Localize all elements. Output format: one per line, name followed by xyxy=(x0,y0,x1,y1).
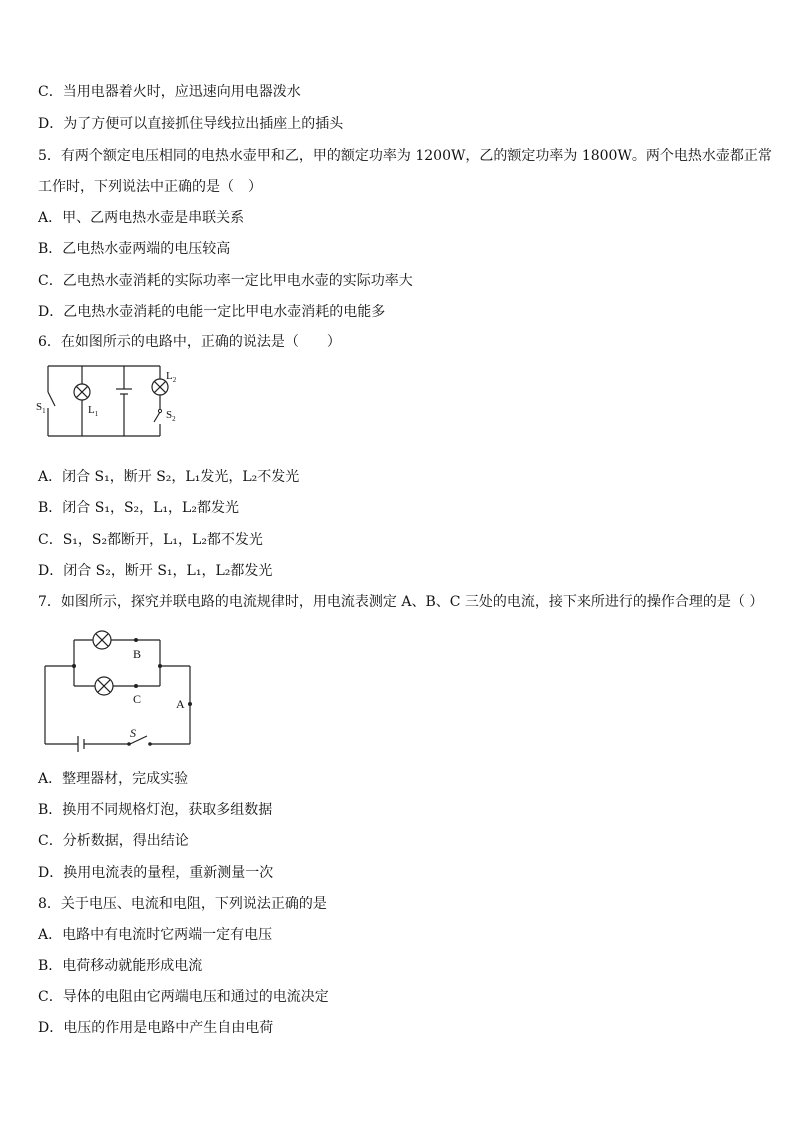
q5-option-b: B．乙电热水壶两端的电压较高 xyxy=(38,241,231,257)
q6-label-l1: L xyxy=(88,404,95,416)
q7-label-s: S xyxy=(130,726,136,740)
q6-label-s1-sub: 1 xyxy=(42,407,46,415)
q5-option-d: D．乙电热水壶消耗的电能一定比甲电水壶消耗的电能多 xyxy=(38,304,386,320)
q6-circuit-diagram xyxy=(36,362,186,444)
q7-label-b: B xyxy=(133,647,142,661)
q7-stem: 7．如图所示，探究并联电路的电流规律时，用电流表测定 A、B、C 三处的电流，接下来所进行的操作合理的是（ ） xyxy=(38,594,764,610)
q6-label-s2-sub: 2 xyxy=(172,415,176,423)
q8-option-c: C．导体的电阻由它两端电压和通过的电流决定 xyxy=(38,989,329,1005)
q6-option-b: B．闭合 S₁，S₂，L₁，L₂都发光 xyxy=(38,500,239,516)
q6-label-s2: S xyxy=(166,409,173,421)
q7-option-c: C．分析数据，得出结论 xyxy=(38,833,189,849)
q6-option-d: D．闭合 S₂，断开 S₁，L₁，L₂都发光 xyxy=(38,563,273,579)
q7-circuit-diagram xyxy=(40,626,200,754)
q7-label-a: A xyxy=(176,697,185,711)
svg-text:L2 xyxy=(166,370,177,384)
q7-option-a: A．整理器材，完成实验 xyxy=(38,771,189,787)
q7-option-b: B．换用不同规格灯泡，获取多组数据 xyxy=(38,802,273,818)
q6-label-s1: S xyxy=(36,401,43,413)
q5-option-a: A．甲、乙两电热水壶是串联关系 xyxy=(38,210,245,226)
q8-option-d: D．电压的作用是电路中产生自由电荷 xyxy=(38,1020,274,1036)
q4-option-c: C．当用电器着火时，应迅速向用电器泼水 xyxy=(38,84,301,100)
q6-label-l1-sub: 1 xyxy=(94,410,99,418)
q5-option-c: C．乙电热水壶消耗的实际功率一定比甲电水壶的实际功率大 xyxy=(38,273,413,289)
q8-option-a: A．电路中有电流时它两端一定有电压 xyxy=(38,927,273,943)
q7-label-c: C xyxy=(133,692,142,706)
q5-stem-line1: 5．有两个额定电压相同的电热水壶甲和乙，甲的额定功率为 1200W，乙的额定功率为 1800W。两个电热水壶都正常 xyxy=(38,148,772,164)
q6-option-c: C．S₁，S₂都断开，L₁，L₂都不发光 xyxy=(38,532,263,548)
svg-text:S2 xyxy=(166,409,176,423)
svg-text:L1 xyxy=(88,404,99,418)
q6-option-a: A．闭合 S₁，断开 S₂，L₁发光，L₂不发光 xyxy=(38,469,300,485)
q6-label-l2-sub: 2 xyxy=(172,376,177,384)
q6-label-l2: L xyxy=(166,370,173,382)
q4-option-d: D．为了方便可以直接抓住导线拉出插座上的插头 xyxy=(38,116,344,132)
q8-stem: 8．关于电压、电流和电阻，下列说法正确的是 xyxy=(38,896,327,912)
svg-text:S1 xyxy=(36,401,46,415)
q8-option-b: B．电荷移动就能形成电流 xyxy=(38,958,203,974)
q5-stem-line2: 工作时，下列说法中正确的是（ ） xyxy=(38,179,262,195)
q7-option-d: D．换用电流表的量程，重新测量一次 xyxy=(38,865,274,881)
q6-stem: 6．在如图所示的电路中，正确的说法是（ ） xyxy=(38,334,341,350)
